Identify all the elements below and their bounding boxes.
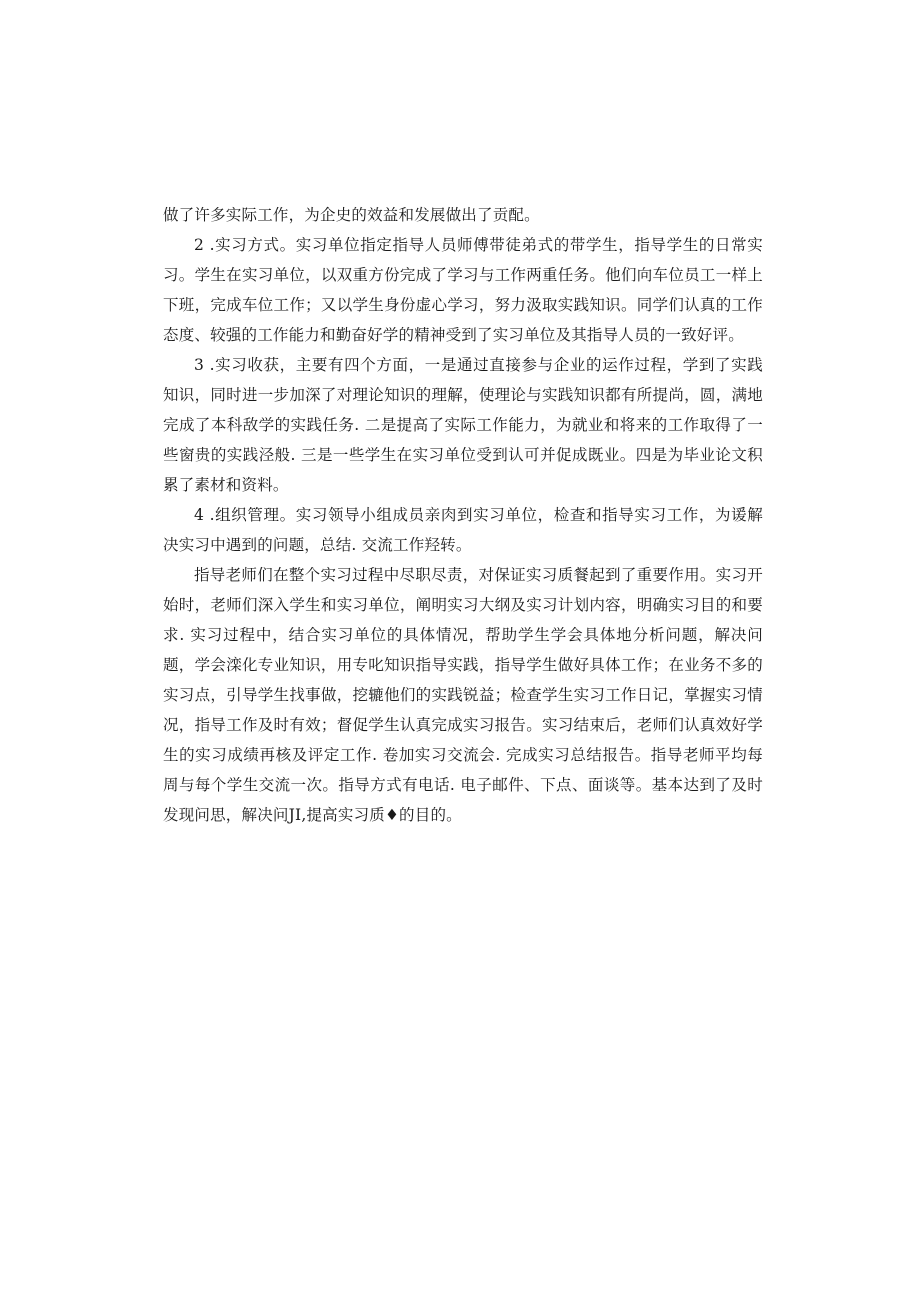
paragraph-internship-method: 2 .实习方式。实习单位指定指导人员师傅带徒弟式的带学生，指导学生的日常实习。学生在实习单位，以双重方份完成了学习与工作两重任务。他们向车位员工一样上下班，完成车位工作；又以学生身份虚心学习，努力汲取实践知识。同学们认真的工作态度、较强的工作能力和勤奋好学的精神受到了实习单位及其指导人员的一致好评。 bbox=[163, 236, 763, 344]
paragraph-internship-gains: 3 .实习收获，主要有四个方面，一是通过直接参与企业的运作过程，学到了实践知识，同时进一步加深了对理论知识的理解，使理论与实践知识都有所提尚，圆，满地完成了本科敌学的实践任务. 二是提高了实际工作能力，为就业和将来的工作取得了一些窗贵的实践泾般. 三是一些学生在实习单位受到认可并促成既业。四是为毕业论文积累了素材和资料。 bbox=[163, 356, 763, 494]
document-body bbox=[163, 200, 763, 830]
paragraph-organization-management: 4 .组织管理。实习领导小组成员亲肉到实习单位，检查和指导实习工作，为谖解决实习中遇到的问题，总结. 交流工作羟转。 bbox=[163, 506, 763, 554]
paragraph-instructors: 指导老师们在整个实习过程中尽职尽责，对保证实习质餐起到了重要作用。实习开始时，老师们深入学生和实习单位，阐明实习大纲及实习计划内容，明确实习目的和要求. 实习过程中，结合实习单位的具体情况，帮助学生学会具体地分析问题，解决问题，学会滦化专业知识，用专叱知识指导实践，指导学生做好具体工作；在业务不多的实习点，引导学生找事做，挖辘他们的实践锐益；检查学生实习工作日记，掌握实习情况，指导工作及时有效；督促学生认真完成实习报告。实习结束后，老师们认真效好学生的实习成绩再核及评定工作. 卷加实习交流会. 完成实习总结报告。指导老师平均每周与每个学生交流一次。指导方式有电话. 电子邮件、下点、面谈等。基本达到了及时发现问思，解决问JI,提高实习质♦的目的。 bbox=[163, 566, 763, 824]
paragraph-continuation: 做了许多实际工作，为企史的效益和发展做出了贡配。 bbox=[163, 206, 540, 224]
